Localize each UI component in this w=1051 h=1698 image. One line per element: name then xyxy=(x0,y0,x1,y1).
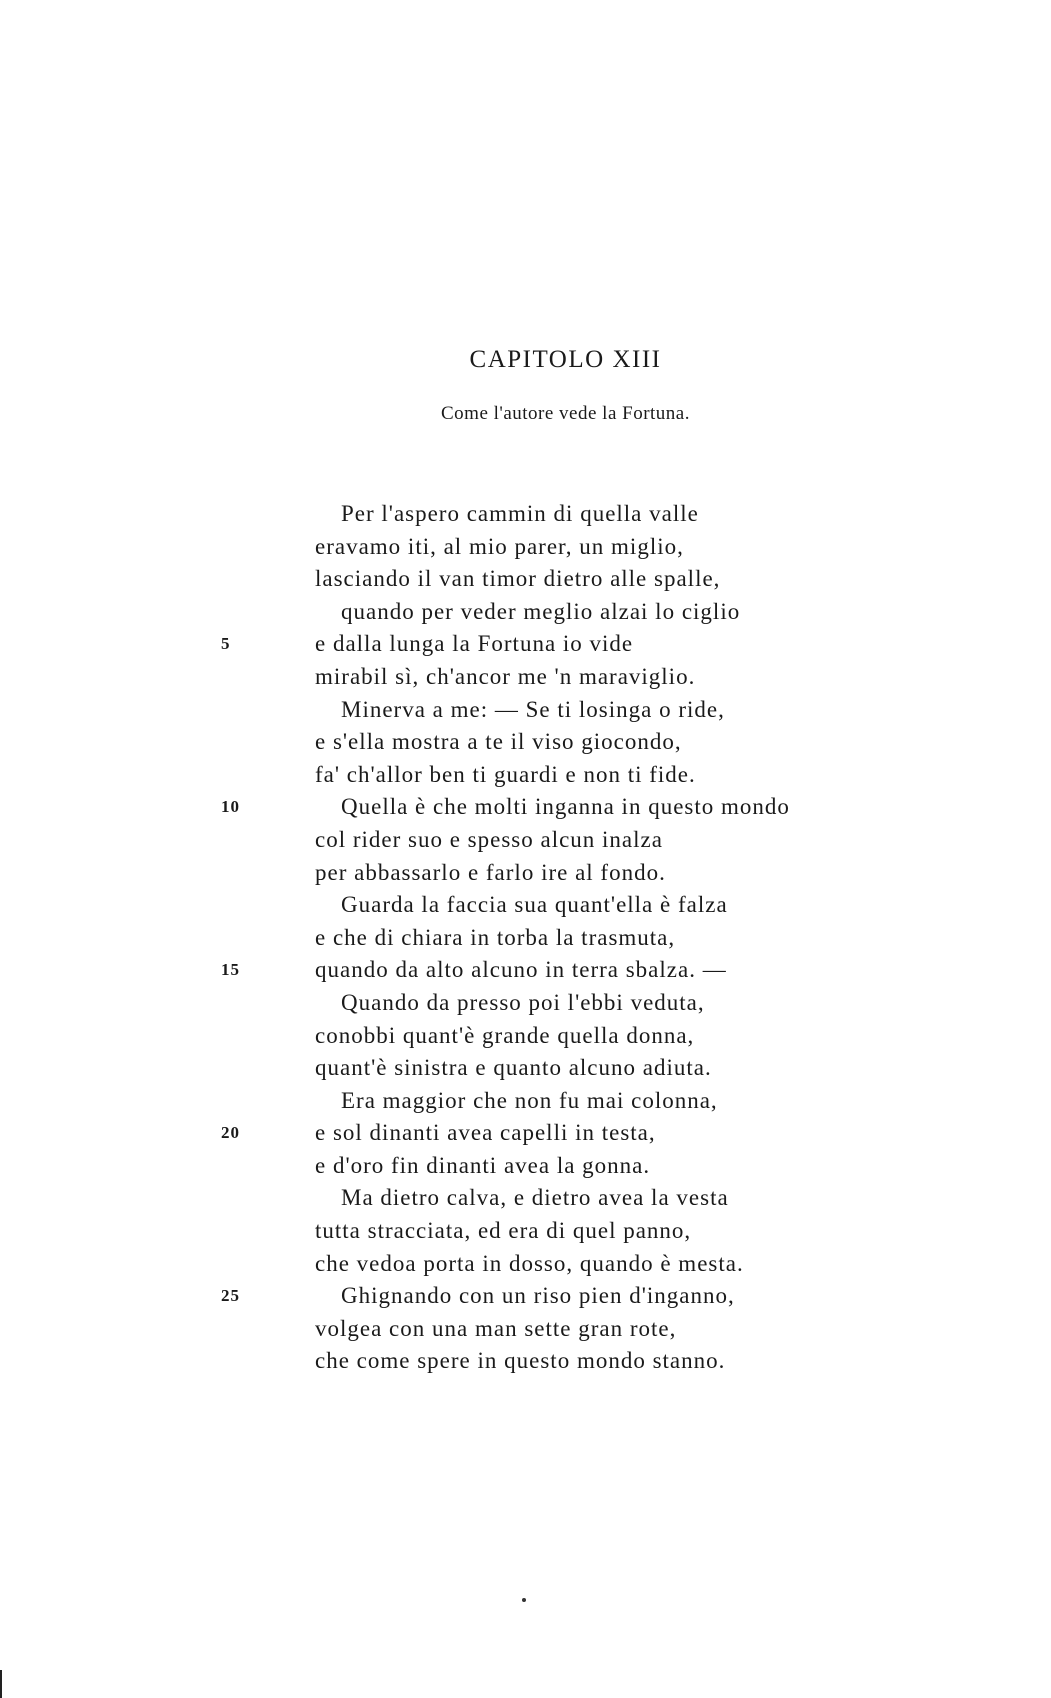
poem-line xyxy=(0,824,1051,857)
chapter-title: CAPITOLO XIII xyxy=(469,346,662,373)
poem-line xyxy=(0,759,1051,792)
poem-line xyxy=(0,1248,1051,1281)
scan-edge-mark xyxy=(0,1670,2,1698)
line-text: e s'ella mostra a te il viso giocondo, xyxy=(315,729,682,755)
line-text: tutta stracciata, ed era di quel panno, xyxy=(315,1218,692,1244)
poem-line xyxy=(0,1052,1051,1085)
line-text: lasciando il van timor dietro alle spalle, xyxy=(315,566,721,592)
line-text: quando da alto alcuno in terra sbalza. — xyxy=(315,957,727,983)
line-text: quant'è sinistra e quanto alcuno adiuta. xyxy=(315,1055,712,1081)
poem-line xyxy=(0,661,1051,694)
chapter-subtitle: Come l'autore vede la Fortuna. xyxy=(441,403,690,424)
poem-line xyxy=(0,498,1051,531)
line-text: Ma dietro calva, e dietro avea la vesta xyxy=(341,1185,729,1211)
poem-line xyxy=(0,1182,1051,1215)
poem-line xyxy=(0,987,1051,1020)
page-mark xyxy=(522,1598,526,1602)
line-text: che come spere in questo mondo stanno. xyxy=(315,1348,726,1374)
poem-line xyxy=(0,889,1051,922)
line-text: fa' ch'allor ben ti guardi e non ti fide. xyxy=(315,761,696,787)
line-number: 5 xyxy=(221,634,231,654)
line-text: che vedoa porta in dosso, quando è mesta. xyxy=(315,1250,744,1276)
line-text: Era maggior che non fu mai colonna, xyxy=(341,1087,718,1113)
poem-body xyxy=(0,498,1051,1378)
poem-line xyxy=(0,694,1051,727)
line-text: col rider suo e spesso alcun inalza xyxy=(315,826,663,852)
line-number: 25 xyxy=(221,1286,240,1306)
poem-line xyxy=(0,1215,1051,1248)
line-text: Per l'aspero cammin di quella valle xyxy=(341,501,699,526)
line-text: Minerva a me: — Se ti losinga o ride, xyxy=(341,696,725,722)
poem-line xyxy=(0,1020,1051,1053)
poem-line xyxy=(0,1345,1051,1378)
line-text: e d'oro fin dinanti avea la gonna. xyxy=(315,1152,651,1178)
poem-line xyxy=(0,922,1051,955)
line-text: Quando da presso poi l'ebbi veduta, xyxy=(341,989,705,1015)
line-text: conobbi quant'è grande quella donna, xyxy=(315,1022,695,1048)
line-text: e sol dinanti avea capelli in testa, xyxy=(315,1120,656,1146)
poem-line xyxy=(0,791,1051,824)
poem-line xyxy=(0,857,1051,890)
line-text: e che di chiara in torba la trasmuta, xyxy=(315,924,676,950)
line-text: quando per veder meglio alzai lo ciglio xyxy=(341,598,741,624)
line-text: e dalla lunga la Fortuna io vide xyxy=(315,631,634,657)
poem-line xyxy=(0,1117,1051,1150)
line-text: volgea con una man sette gran rote, xyxy=(315,1315,677,1341)
poem-line xyxy=(0,628,1051,661)
line-text: Quella è che molti inganna in questo mondo xyxy=(341,794,790,820)
line-text: mirabil sì, ch'ancor me 'n maraviglio. xyxy=(315,663,696,689)
poem-line xyxy=(0,596,1051,629)
line-number: 15 xyxy=(221,960,240,980)
line-number: 20 xyxy=(221,1123,240,1143)
poem-line xyxy=(0,954,1051,987)
poem-line xyxy=(0,563,1051,596)
poem-line xyxy=(0,1280,1051,1313)
line-text: per abbassarlo e farlo ire al fondo. xyxy=(315,859,666,885)
poem-line xyxy=(0,1085,1051,1118)
poem-line xyxy=(0,726,1051,759)
line-text: Guarda la faccia sua quant'ella è falza xyxy=(341,892,728,918)
line-number: 10 xyxy=(221,797,240,817)
line-text: eravamo iti, al mio parer, un miglio, xyxy=(315,533,684,559)
poem-line xyxy=(0,1150,1051,1183)
line-text: Ghignando con un riso pien d'inganno, xyxy=(341,1283,735,1309)
poem-line xyxy=(0,531,1051,564)
poem-line xyxy=(0,1313,1051,1346)
